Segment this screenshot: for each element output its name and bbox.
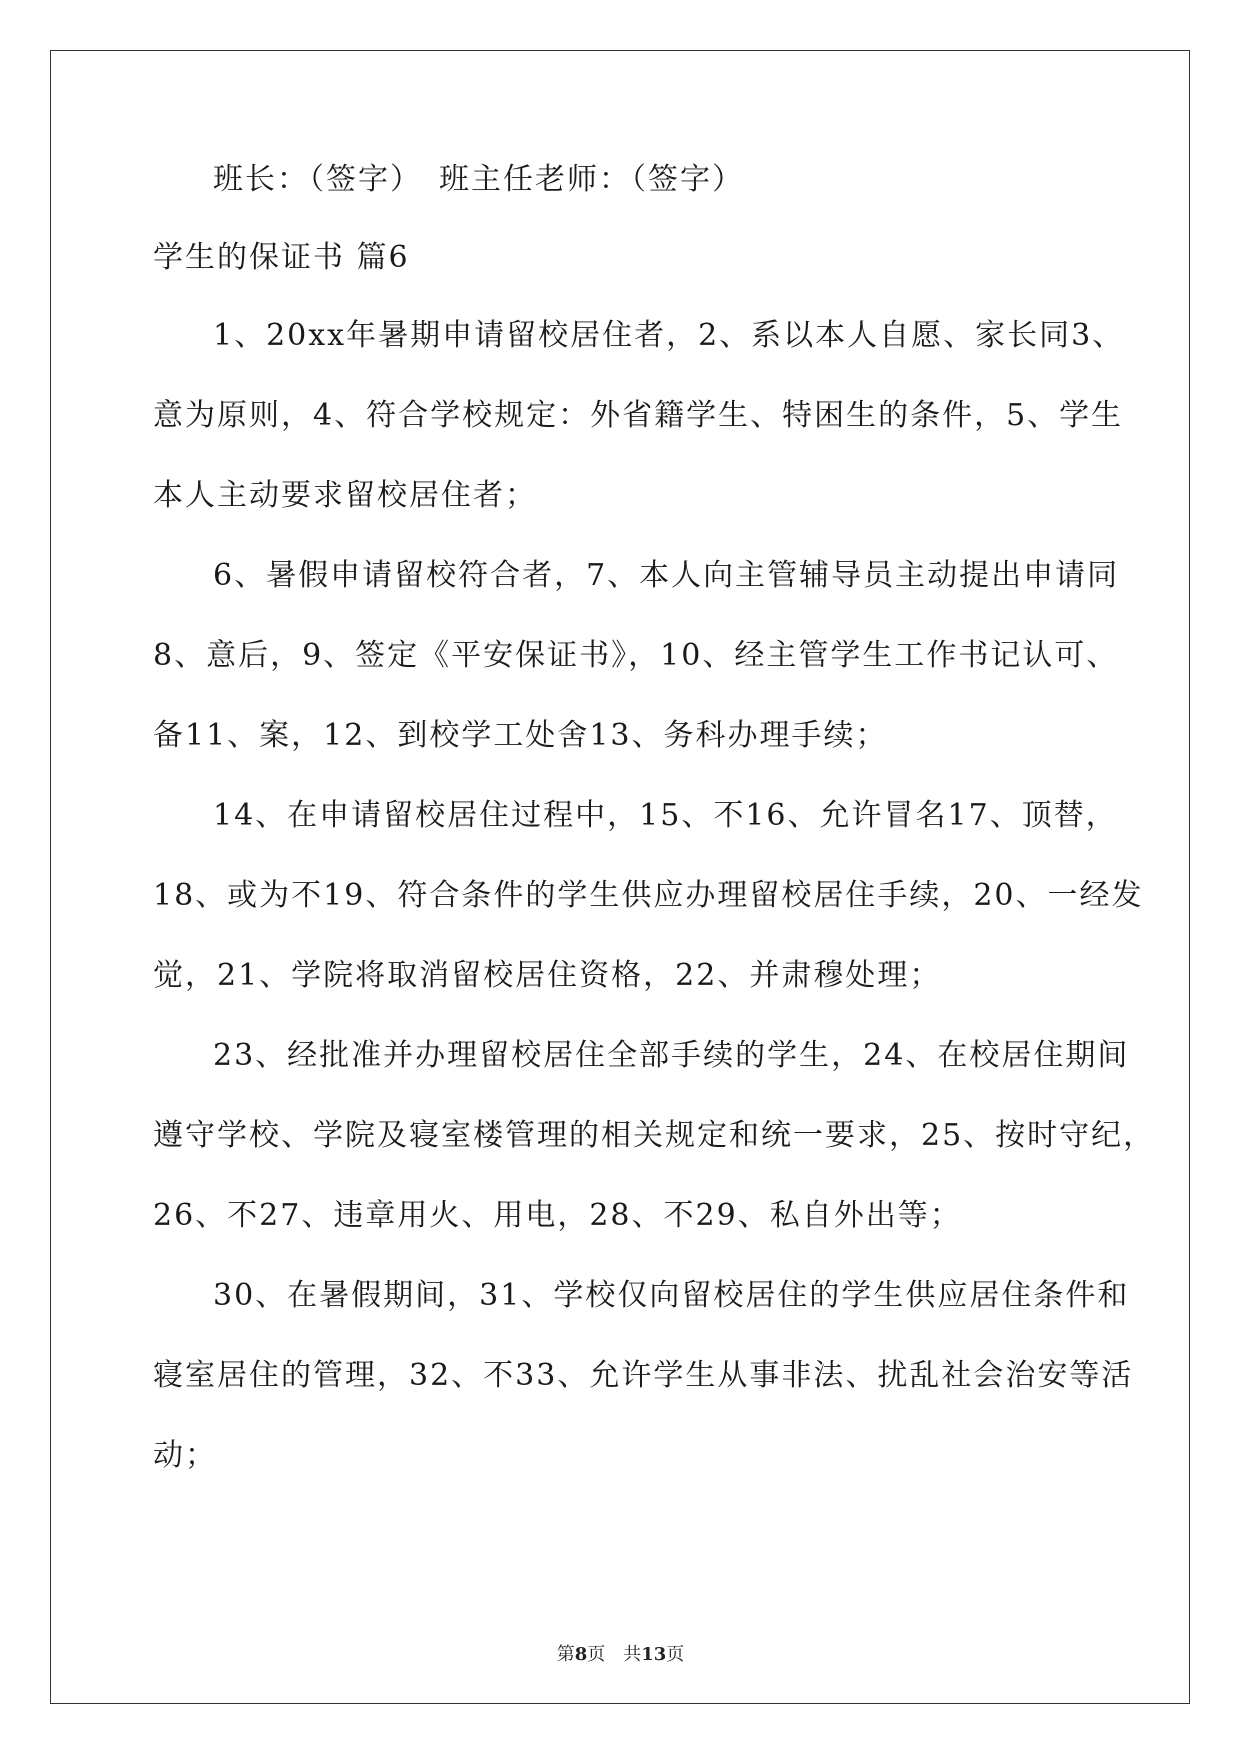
paragraph-1 — [153, 316, 1125, 516]
paragraph-line: 26、不27、违章用火、用电，28、不29、私自外出等； — [153, 1198, 962, 1233]
section-title: 学生的保证书 篇6 — [153, 240, 410, 275]
paragraph-line: 23、经批准并办理留校居住全部手续的学生，24、在校居住期间 — [213, 1038, 1130, 1073]
paragraph-line: 意为原则，4、符合学校规定：外省籍学生、特困生的条件，5、学生 — [153, 398, 1124, 433]
paragraph-line: 30、在暑假期间，31、学校仅向留校居住的学生供应居住条件和 — [213, 1278, 1130, 1313]
paragraph-line: 18、或为不19、符合条件的学生供应办理留校居住手续，20、一经发 — [153, 878, 1144, 913]
paragraph-line: 寝室居住的管理，32、不33、允许学生从事非法、扰乱社会治安等活 — [153, 1358, 1134, 1393]
paragraph-line: 本人主动要求留校居住者； — [153, 478, 537, 513]
paragraph-5 — [153, 1276, 1134, 1476]
paragraph-line: 1、20xx年暑期申请留校居住者，2、系以本人自愿、家长同3、 — [213, 318, 1125, 353]
paragraph-3 — [153, 796, 1144, 996]
paragraph-4 — [153, 1036, 1156, 1236]
paragraph-line: 14、在申请留校居住过程中，15、不16、允许冒名17、顶替， — [213, 798, 1118, 833]
footer-suffix: 页 — [666, 1644, 685, 1665]
paragraph-2 — [153, 556, 1120, 756]
paragraph-line: 6、暑假申请留校符合者，7、本人向主管辅导员主动提出申请同 — [213, 558, 1120, 593]
page-total: 13 — [641, 1644, 667, 1665]
page-footer — [0, 1640, 1241, 1666]
paragraph-line: 8、意后，9、签定《平安保证书》，10、经主管学生工作书记认可、 — [153, 638, 1119, 673]
paragraph-line: 觉，21、学院将取消留校居住资格，22、并肃穆处理； — [153, 958, 942, 993]
paragraph-line: 备11、案，12、到校学工处舍13、务科办理手续； — [153, 718, 888, 753]
signature-line: 班长：（签字） 班主任老师：（签字） — [213, 162, 744, 197]
document-body — [153, 160, 1156, 1516]
page-number: 8 — [574, 1644, 588, 1665]
footer-prefix: 第 — [556, 1644, 575, 1665]
paragraph-line: 遵守学校、学院及寝室楼管理的相关规定和统一要求，25、按时守纪， — [153, 1118, 1156, 1153]
paragraph-line: 动； — [153, 1438, 217, 1473]
footer-middle: 页 共 — [587, 1644, 642, 1665]
